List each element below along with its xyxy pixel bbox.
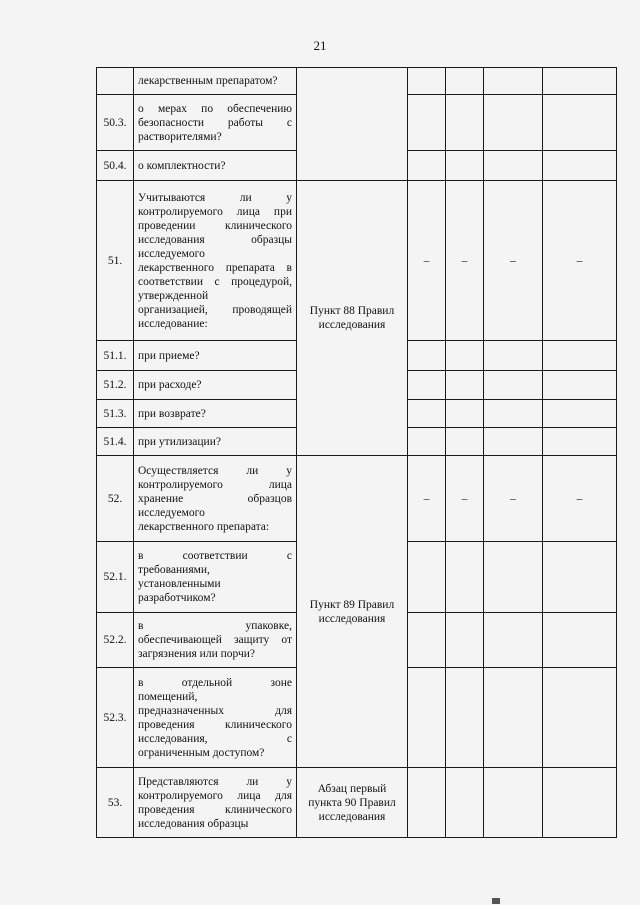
note-cell[interactable] [543,613,617,668]
row-number: 52. [97,456,134,542]
table-row [97,456,617,542]
answer-yes-cell[interactable] [408,613,446,668]
question-line: при приеме? [138,349,200,362]
answer-na-cell[interactable]: – [484,181,543,341]
row-number: 51.1. [97,341,134,371]
question-line: исследования образцы [138,233,292,246]
question-line: контролируемого лица при [138,205,292,218]
note-cell[interactable] [543,68,617,95]
question-text [134,400,297,428]
row-number: 53. [97,768,134,838]
page-number: 21 [313,38,327,53]
question-line: ограниченным доступом? [138,746,265,759]
question-line: Учитываются ли у [138,191,292,204]
question-text [134,341,297,371]
answer-yes-cell[interactable]: – [408,456,446,542]
answer-yes-cell[interactable] [408,341,446,371]
question-line: контролируемого лица [138,478,292,491]
reference-line: пункта 90 Правил [308,796,396,809]
reference-line: Абзац первый [317,782,387,795]
reference-line: Пункт 88 Правил [309,305,395,317]
table-row [97,181,617,341]
answer-no-cell[interactable] [446,613,484,668]
answer-na-cell[interactable] [484,613,543,668]
question-line: проведения клинического [138,803,292,816]
question-line: при расходе? [138,379,202,391]
answer-no-cell[interactable] [446,668,484,768]
answer-na-cell[interactable] [484,68,543,95]
table-row [97,768,617,838]
answer-no-cell[interactable] [446,400,484,428]
question-line: безопасности работы с [138,116,292,129]
answer-yes-cell[interactable] [408,151,446,181]
note-cell[interactable] [543,768,617,838]
question-text [134,456,297,542]
checklist-table [96,67,617,838]
table-row [97,68,617,95]
question-line: проведении клинического [138,219,292,232]
answer-no-cell[interactable] [446,768,484,838]
note-cell[interactable] [543,428,617,456]
question-line: организацией, проводящей [138,303,292,316]
answer-na-cell[interactable] [484,668,543,768]
question-line: утвержденной [138,289,209,302]
answer-no-cell[interactable] [446,542,484,613]
legal-reference-cell [297,68,408,181]
question-line: помещений, [138,690,198,703]
answer-no-cell[interactable] [446,428,484,456]
question-line: в соответствии с [138,550,292,562]
question-line: исследуемого [138,506,205,519]
note-cell[interactable] [543,151,617,181]
question-text [134,371,297,400]
note-cell[interactable] [543,542,617,613]
note-cell[interactable]: – [543,181,617,341]
answer-na-cell[interactable] [484,151,543,181]
question-text [134,151,297,181]
row-number: 52.3. [97,668,134,768]
question-text [134,95,297,151]
question-line: исследования образцы [138,817,249,830]
question-line: Представляются ли у [138,775,292,788]
answer-na-cell[interactable] [484,341,543,371]
question-text [134,613,297,668]
answer-yes-cell[interactable]: – [408,181,446,341]
note-cell[interactable]: – [543,456,617,542]
answer-yes-cell[interactable] [408,668,446,768]
note-cell[interactable] [543,371,617,400]
row-number: 51. [97,181,134,341]
answer-no-cell[interactable]: – [446,181,484,341]
question-line: исследования, с [138,732,292,745]
answer-na-cell[interactable] [484,95,543,151]
row-number: 51.4. [97,428,134,456]
answer-no-cell[interactable] [446,95,484,151]
question-line: установленными [138,578,221,590]
question-line: проведения клинического [138,718,292,731]
answer-no-cell[interactable]: – [446,456,484,542]
answer-na-cell[interactable]: – [484,456,543,542]
answer-yes-cell[interactable] [408,542,446,613]
question-line: исследование: [138,317,208,330]
row-number: 50.3. [97,95,134,151]
question-line: в отдельной зоне [138,676,292,689]
answer-no-cell[interactable] [446,151,484,181]
row-number: 52.1. [97,542,134,613]
question-line: требованиями, [138,564,210,576]
question-text [134,428,297,456]
answer-no-cell[interactable] [446,68,484,95]
row-number: 50.4. [97,151,134,181]
question-line: о комплектности? [138,159,226,172]
legal-reference-cell [297,768,408,838]
question-line: Осуществляется ли у [138,464,292,477]
reference-line: исследования [318,319,386,331]
question-text [134,542,297,613]
row-number: 51.2. [97,371,134,400]
note-cell[interactable] [543,668,617,768]
answer-yes-cell[interactable] [408,768,446,838]
row-number: 52.2. [97,613,134,668]
question-text [134,68,297,95]
answer-no-cell[interactable] [446,371,484,400]
answer-na-cell[interactable] [484,542,543,613]
question-line: о мерах по обеспечению [138,102,292,115]
question-line: обеспечивающей защиту от [138,634,292,646]
question-line: лекарственного препарата: [138,520,270,533]
question-line: загрязнения или порчи? [138,648,256,660]
question-line: при возврате? [138,407,206,420]
scan-mark [492,898,500,904]
row-number [97,68,134,95]
question-line: в упаковке, [138,620,292,632]
answer-yes-cell[interactable] [408,95,446,151]
answer-na-cell[interactable] [484,371,543,400]
question-line: разработчиком? [138,592,216,604]
question-line: при утилизации? [138,435,221,448]
question-text [134,768,297,838]
note-cell[interactable] [543,341,617,371]
legal-reference-cell [297,181,408,456]
question-line: соответствии с процедурой, [138,275,292,288]
legal-reference-cell [297,456,408,768]
reference-line: исследования [318,612,386,625]
reference-line: исследования [318,810,386,823]
answer-na-cell[interactable] [484,768,543,838]
question-line: лекарственным препаратом? [138,75,278,87]
answer-yes-cell[interactable] [408,428,446,456]
row-number: 51.3. [97,400,134,428]
question-line: исследуемого [138,247,205,260]
answer-yes-cell[interactable] [408,400,446,428]
question-line: контролируемого лица для [138,789,292,802]
question-line: предназначенных для [138,704,292,717]
answer-na-cell[interactable] [484,400,543,428]
answer-no-cell[interactable] [446,341,484,371]
question-text [134,181,297,341]
question-text [134,668,297,768]
question-line: хранение образцов [138,492,292,505]
reference-line: Пункт 89 Правил [309,598,395,611]
answer-yes-cell[interactable] [408,68,446,95]
note-cell[interactable] [543,400,617,428]
question-line: лекарственного препарата в [138,261,292,274]
question-line: растворителями? [138,130,222,143]
answer-na-cell[interactable] [484,428,543,456]
answer-yes-cell[interactable] [408,371,446,400]
note-cell[interactable] [543,95,617,151]
